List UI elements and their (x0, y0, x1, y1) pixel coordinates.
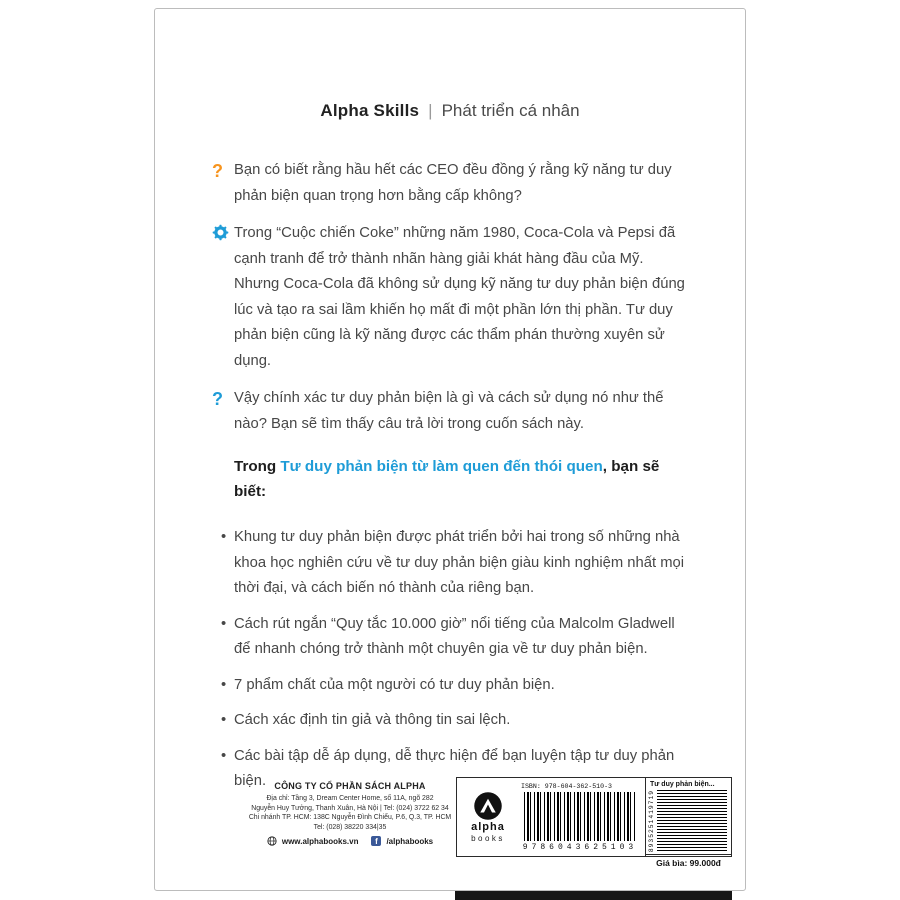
gear-icon (212, 221, 234, 374)
question-icon: ? (212, 161, 223, 181)
feature-bullet-list (234, 525, 685, 795)
publisher-website: www.alphabooks.vn (281, 836, 359, 846)
isbn-label: ISBN: 978-604-362-510-3 (521, 783, 613, 790)
bullet-item: • Các bài tập dễ áp dụng, dễ thực hiện để bạn luyện tập tư duy phản biện. (234, 744, 685, 795)
intro-item (212, 221, 685, 374)
photo-bottom-edge (455, 891, 732, 900)
publisher-address-line: Tel: (028) 38220 334|35 (313, 823, 387, 831)
barcode-stripes (524, 792, 636, 841)
globe-icon (267, 836, 277, 846)
intro-text: Bạn có biết rằng hầu hết các CEO đều đồng ý rằng kỹ năng tư duy phản biện quan trọng hơn bằng cấp không? (234, 162, 672, 204)
lead-suffix: , bạn sẽ biết: (234, 458, 660, 500)
lead-line (234, 454, 685, 504)
side-barcode-stripes (657, 790, 727, 852)
publisher-address-line: Địa chỉ: Tầng 3, Dream Center Home, số 11A, ngõ 282 (266, 795, 434, 802)
intro-text: Trong “Cuộc chiến Coke” những năm 1980, Coca-Cola và Pepsi đã cạnh tranh để trở thành nhãn hàng giải khát hàng đầu của Mỹ. Nhưng Coca-Cola đã không sử dụng kỹ năng tư duy phản biện đúng lúc và tạo ra sai lầm khiến họ mất đi một phần lớn thị phần. Tư duy phản biện cũng là kỹ năng được các thẩm phán thường xuyên sử dụng. (234, 225, 685, 369)
series-header (155, 101, 745, 121)
side-barcode-number: 8935251419719 (648, 790, 655, 853)
title-price-area (645, 778, 731, 869)
bullet-item: • Khung tư duy phản biện được phát triển bởi hai trong số những nhà khoa học nghiên cứu về tư duy phản biện giàu kinh nghiệm nhất mọi thời đại, và cách biến nó thành của riêng bạn. (234, 525, 685, 602)
facebook-icon: f (371, 836, 381, 846)
intro-item (212, 386, 685, 437)
publisher-name: CÔNG TY CỔ PHẦN SÁCH ALPHA (274, 781, 426, 791)
lead-prefix: Trong (234, 458, 281, 475)
ean-number: 9786043625103 (522, 843, 638, 852)
series-category: Phát triển cá nhân (441, 101, 580, 120)
series-separator: | (428, 101, 433, 120)
alphabooks-logo (457, 778, 519, 856)
side-barcode-area (646, 789, 731, 854)
logo-text-books: books (471, 834, 505, 843)
publisher-address-line: Chi nhánh TP. HCM: 138C Nguyễn Đình Chiểu, P.6, Q.3, TP. HCM (248, 814, 452, 822)
bullet-item: • 7 phẩm chất của một người có tư duy phản biện. (234, 673, 685, 699)
barcode-box (456, 777, 732, 869)
price-label: Giá bìa: (656, 858, 688, 869)
price-row (646, 854, 731, 871)
cover-content (212, 158, 685, 805)
intro-text: Vậy chính xác tư duy phản biện là gì và cách sử dụng nó như thế nào? Bạn sẽ tìm thấy câu trả lời trong cuốn sách này. (234, 390, 664, 432)
question-icon: ? (212, 389, 223, 409)
publisher-social-row (239, 836, 461, 846)
price-value: 99.000đ (689, 858, 721, 869)
ean-barcode-area (519, 778, 645, 856)
book-title-short: Tư duy phản biện... (650, 781, 715, 788)
logo-text-alpha: alpha (471, 821, 505, 833)
book-back-cover (154, 8, 746, 891)
bullet-item: • Cách xác định tin giả và thông tin sai lệch. (234, 708, 685, 734)
bullet-item: • Cách rút ngắn “Quy tắc 10.000 giờ” nổi tiếng của Malcolm Gladwell để nhanh chóng trở thành một chuyên gia về tư duy phản biện. (234, 612, 685, 663)
book-title-highlight: Tư duy phản biện từ làm quen đến thói quen (280, 458, 603, 475)
intro-item (212, 158, 685, 209)
publisher-facebook: /alphabooks (386, 836, 434, 846)
publisher-info (239, 781, 461, 846)
publisher-address-line: Nguyễn Huy Tưởng, Thanh Xuân, Hà Nội | Tel: (024) 3722 62 34 (251, 804, 449, 812)
series-brand: Alpha Skills (320, 101, 420, 120)
alphabooks-logo-icon (473, 791, 503, 821)
